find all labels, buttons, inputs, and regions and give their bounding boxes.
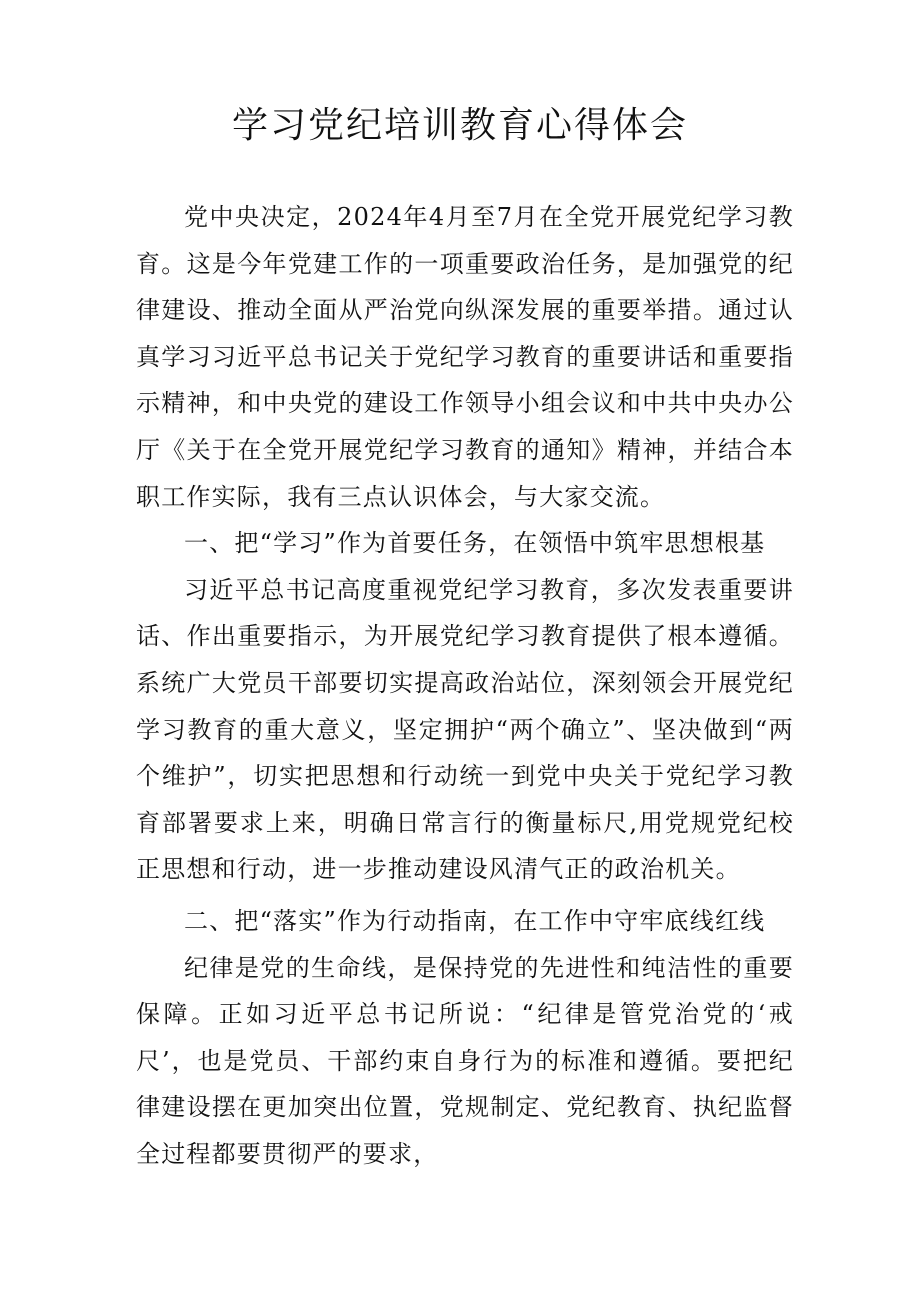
document-title: 学习党纪培训教育心得体会 <box>231 105 688 146</box>
paragraph-section-2: 纪律是党的生命线，是保持党的先进性和纯洁性的重要保障。正如习近平总书记所说：“纪律是管党治党的‘戒尺’，也是党员、干部约束自身行为的标准和遵循。要把纪律建设摆在更加突出位置，党规制定、党纪教育、执纪监督全过程都要贯彻严的要求， <box>136 953 794 1168</box>
section-heading-2: 二、把“落实”作为行动指南，在工作中守牢底线红线 <box>184 906 766 935</box>
paragraph-intro: 党中央决定，2024年4月至7月在全党开展党纪学习教育。这是今年党建工作的一项重要政治任务，是加强党的纪律建设、推动全面从严治党向纵深发展的重要举措。通过认真学习习近平总书记关于党纪学习教育的重要讲话和重要指示精神，和中央党的建设工作领导小组会议和中共中央办公厅《关于在全党开展党纪学习教育的通知》精神，并结合本职工作实际，我有三点认识体会，与大家交流。 <box>136 203 794 511</box>
paragraph-section-1: 习近平总书记高度重视党纪学习教育，多次发表重要讲话、作出重要指示，为开展党纪学习教育提供了根本遵循。系统广大党员干部要切实提高政治站位，深刻领会开展党纪学习教育的重大意义，坚定拥护“两个确立”、坚决做到“两个维护”，切实把思想和行动统一到党中央关于党纪学习教育部署要求上来，明确日常言行的衡量标尺,用党规党纪校正思想和行动，进一步推动建设风清气正的政治机关。 <box>136 575 794 884</box>
document-body <box>136 194 794 1177</box>
section-heading-1: 一、把“学习”作为首要任务，在领悟中筑牢思想根基 <box>184 529 766 558</box>
